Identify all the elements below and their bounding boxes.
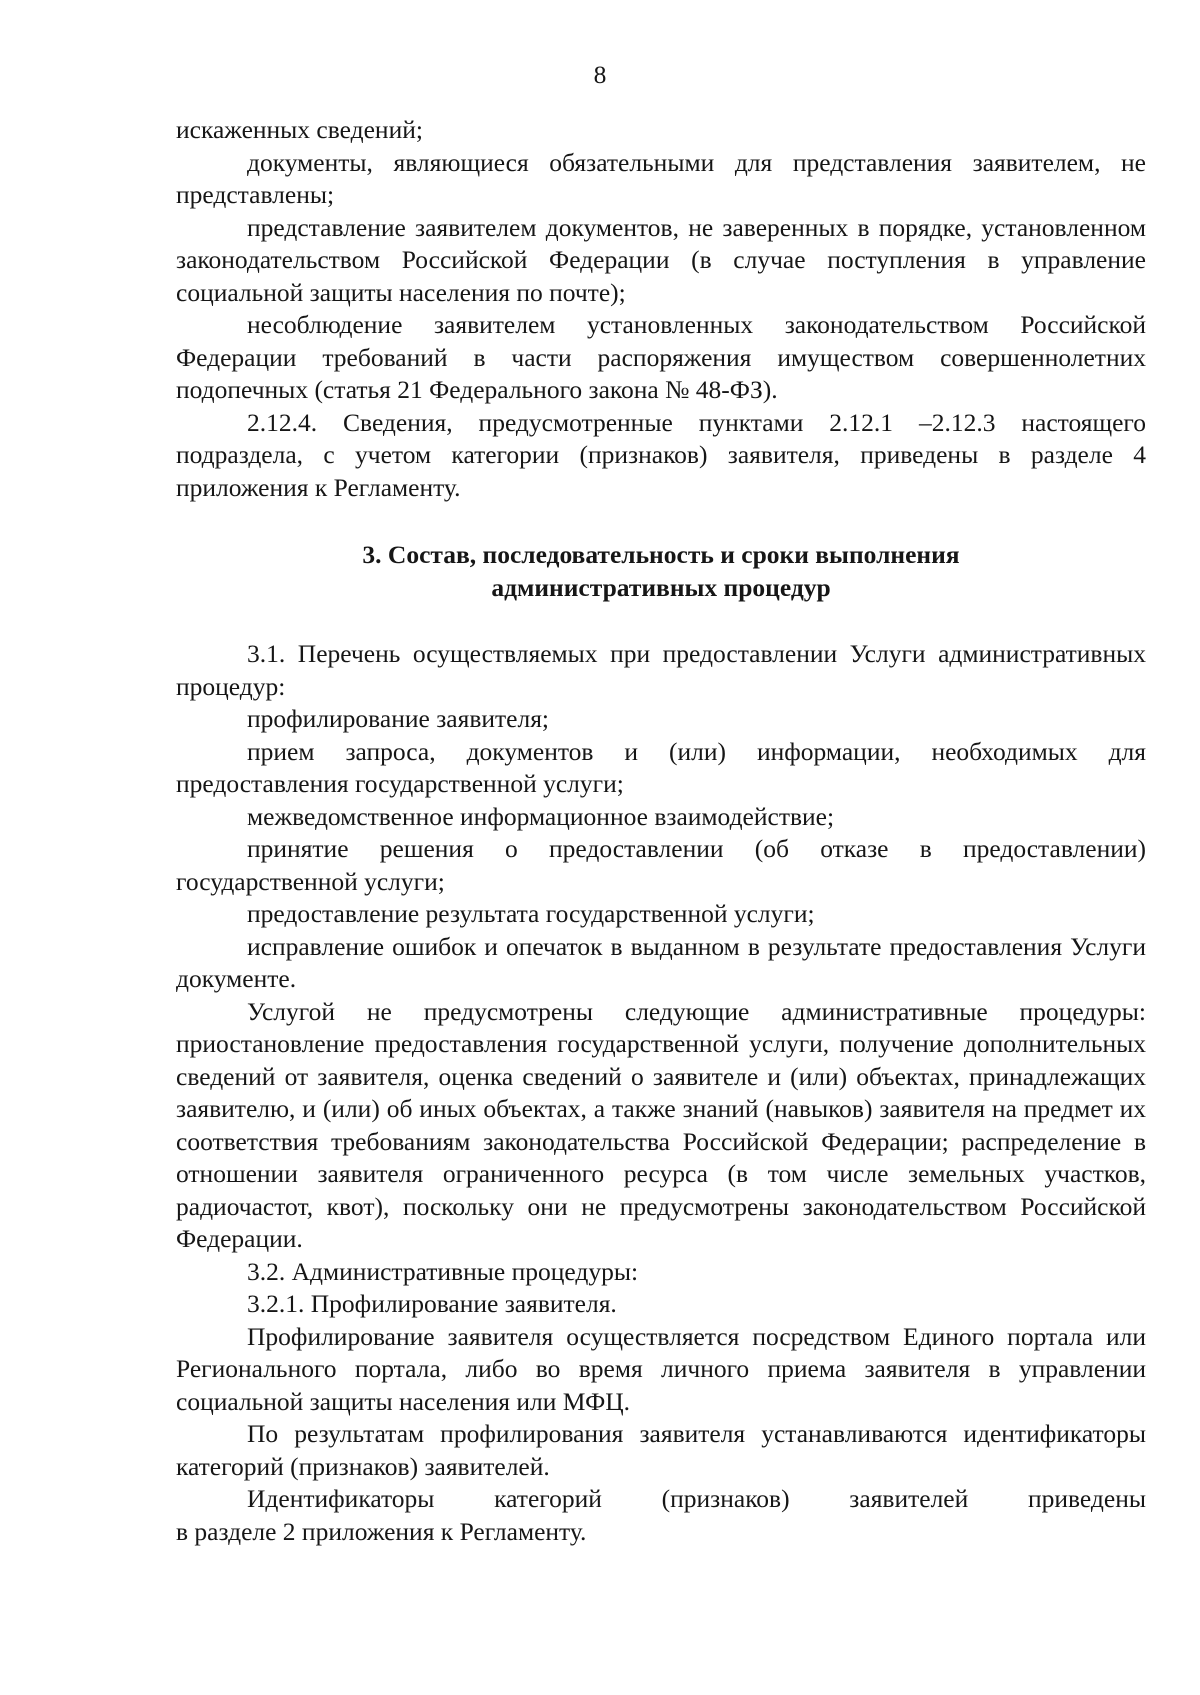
procedures-paragraph: предоставление результата государственной услуги; xyxy=(247,899,815,928)
grounds-paragraph: документы, являющиеся обязательными для представления заявителем, не представлены; xyxy=(176,147,1146,209)
procedures-paragraph: межведомственное информационное взаимодействие; xyxy=(247,801,835,831)
closing-paragraph xyxy=(176,1483,1146,1548)
procedures-paragraph: По результатам профилирования заявителя устанавливаются идентификаторы категорий (признаков) заявителей. xyxy=(176,1419,1146,1481)
procedures-paragraph: Услугой не предусмотрены следующие административные процедуры: приостановление предоставления государственной услуги, получение дополнительных сведений от заявителя, оценка сведений о заявителе и (или) объектах, принадлежащих заявителю, и (или) об иных объектах, а также знаний (навыков) заявителя на предмет их соответствия требованиям законодательства Российской Федерации; распределение в отношении заявителя ограниченного ресурса (в том числе земельных участков, радиочастот, квот), поскольку они не предусмотрены законодательством Российской Федерации. xyxy=(176,996,1146,1253)
procedures-paragraph: 3.1. Перечень осуществляемых при предоставлении Услуги административных процедур: xyxy=(176,639,1146,701)
section-heading-line-2: административных процедур xyxy=(491,573,831,602)
paragraph-group-grounds xyxy=(176,114,1146,504)
section-heading-line-1: 3. Состав, последовательность и сроки выполнения xyxy=(362,540,960,569)
grounds-paragraph: 2.12.4. Сведения, предусмотренные пунктами 2.12.1 –2.12.3 настоящего подраздела, с учетом категории (признаков) заявителя, приведены в разделе 4 приложения к Регламенту. xyxy=(176,407,1146,502)
procedures-paragraph: Профилирование заявителя осуществляется посредством Единого портала или Регионального портала, либо во время личного приема заявителя в управлении социальной защиты населения или МФЦ. xyxy=(176,1321,1146,1416)
procedures-paragraph: 3.2. Административные процедуры: xyxy=(247,1256,639,1286)
procedures-paragraph: 3.2.1. Профилирование заявителя. xyxy=(247,1289,617,1318)
grounds-paragraph: несоблюдение заявителем установленных законодательством Российской Федерации требований в части распоряжения имуществом совершеннолетних подопечных (статья 21 Федерального закона № 48-ФЗ). xyxy=(176,310,1146,404)
procedures-paragraph: принятие решения о предоставлении (об отказе в предоставлении) государственной услуги; xyxy=(176,834,1146,896)
procedures-paragraph: исправление ошибок и опечаток в выданном в результате предоставления Услуги документе. xyxy=(176,931,1146,993)
procedures-paragraph: профилирование заявителя; xyxy=(247,704,550,733)
grounds-paragraph: представление заявителем документов, не заверенных в порядке, установленном законодательством Российской Федерации (в случае поступления в управление социальной защиты населения по почте); xyxy=(176,212,1146,307)
paragraph-group-procedures xyxy=(176,638,1146,1483)
body-text xyxy=(176,114,1146,1548)
procedures-paragraph: прием запроса, документов и (или) информации, необходимых для предоставления государственной услуги; xyxy=(176,736,1146,798)
closing-line-2: в разделе 2 приложения к Регламенту. xyxy=(176,1516,587,1546)
page-number: 8 xyxy=(593,60,607,89)
section-heading xyxy=(176,538,1146,604)
closing-line-1: Идентификаторы категорий (признаков) заявителей приведены xyxy=(247,1484,1146,1513)
grounds-paragraph: искаженных сведений; xyxy=(176,115,423,144)
